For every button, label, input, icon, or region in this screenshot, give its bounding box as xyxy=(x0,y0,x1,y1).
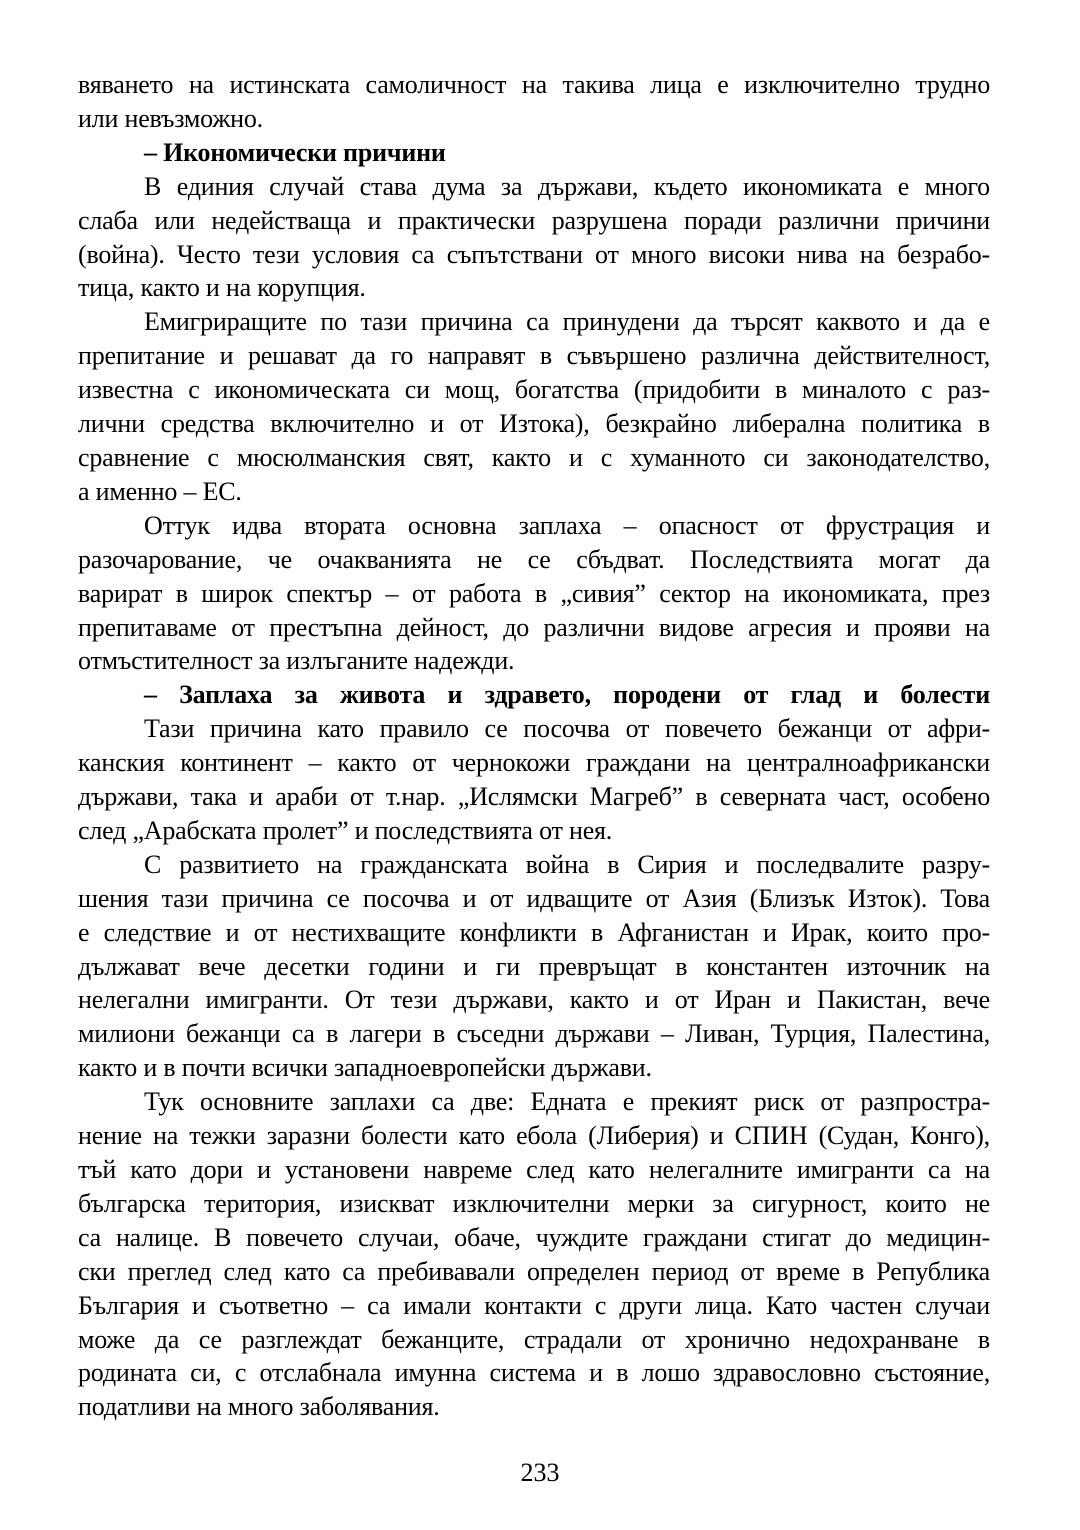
text-line: шения тази причина се посочва и от идващите от Азия (Близък Изток). Това xyxy=(78,883,990,913)
text-line: милиони бежанци са в лагери в съседни държави – Ливан, Турция, Палестина, xyxy=(78,1019,990,1049)
text-line: известна с икономическата си мощ, богатства (придобити в миналото с раз- xyxy=(78,375,990,405)
paragraph xyxy=(78,1085,990,1424)
paragraph xyxy=(78,712,990,848)
text-line: (война). Често тези условия са съпътствани от много високи нива на безрабо- xyxy=(78,239,990,269)
text-line: може да се разглеждат бежанците, страдали от хронично недохранване в xyxy=(78,1324,990,1354)
text-line: родината си, с отслабнала имунна система и в лошо здравословно състояние, xyxy=(78,1358,990,1388)
text-line: нение на тежки заразни болести като ебола (Либерия) и СПИН (Судан, Конго), xyxy=(78,1121,990,1151)
paragraph xyxy=(78,305,990,508)
text-line: след „Арабската пролет” и последствията от нея. xyxy=(78,815,613,845)
text-line: лични средства включително и от Изтока), безкрайно либерална политика в xyxy=(78,409,990,439)
paragraph xyxy=(78,170,990,306)
text-line: Оттук идва втората основна заплаха – опасност от фрустрация и xyxy=(144,510,990,540)
text-line: отмъстителност за излъганите надежди. xyxy=(78,646,515,676)
text-line: податливи на много заболявания. xyxy=(78,1392,440,1422)
paragraph xyxy=(78,848,990,1085)
text-line: българска територия, изискват изключителни мерки за сигурност, които не xyxy=(78,1188,990,1218)
text-line: слаба или недействаща и практически разрушена поради различни причини xyxy=(78,205,990,235)
text-area xyxy=(78,68,990,1424)
text-line: ски преглед след като са пребивавали определен период от време в Република xyxy=(78,1256,990,1286)
page-number: 233 xyxy=(520,1458,560,1487)
text-line: вяването на истинската самоличност на такива лица е изключително трудно xyxy=(78,70,990,99)
text-line: канския континент – както от чернокожи граждани на централноафрикански xyxy=(78,748,990,778)
text-line: дължават вече десетки години и ги превръщат в константен източник на xyxy=(78,951,990,981)
text-line: – Икономически причини xyxy=(144,137,446,167)
text-line: тица, както и на корупция. xyxy=(78,273,366,303)
text-line: – Заплаха за живота и здравето, породени от глад и болести xyxy=(144,680,990,710)
section-heading xyxy=(78,678,990,712)
text-line: сравнение с мюсюлманския свят, както и с хуманното си законодателство, xyxy=(78,442,990,472)
text-line: Тук основните заплахи са две: Едната е прекият риск от разпростра- xyxy=(144,1087,990,1117)
text-line: държави, така и араби от т.нар. „Ислямски Магреб” в северната част, особено xyxy=(78,782,990,812)
text-line: или невъзможно. xyxy=(78,103,263,133)
text-line: а именно – ЕС. xyxy=(78,476,242,506)
text-line: разочарование, че очакванията не се сбъдват. Последствията могат да xyxy=(78,544,990,574)
text-line: Тази причина като правило се посочва от повечето бежанци от афри- xyxy=(144,714,990,744)
text-line: препитаваме от престъпна дейност, до различни видове агресия и прояви на xyxy=(78,612,990,642)
text-line: България и съответно – са имали контакти с други лица. Като частен случаи xyxy=(78,1290,990,1320)
text-line: е следствие и от нестихващите конфликти в Афганистан и Ирак, които про- xyxy=(78,917,990,947)
paragraph xyxy=(78,68,990,136)
section-heading xyxy=(78,136,990,170)
text-line: В единия случай става дума за държави, където икономиката е много xyxy=(144,171,990,201)
text-line: са налице. В повечето случаи, обаче, чуждите граждани стигат до медицин- xyxy=(78,1222,990,1252)
text-line: С развитието на гражданската война в Сирия и последвалите разру- xyxy=(144,849,990,879)
paragraph xyxy=(78,509,990,679)
text-line: препитание и решават да го направят в съвършено различна действителност, xyxy=(78,341,990,371)
text-line: нелегални имигранти. От тези държави, както и от Иран и Пакистан, вече xyxy=(78,985,990,1015)
text-line: както и в почти всички западноевропейски държави. xyxy=(78,1053,652,1083)
text-line: варират в широк спектър – от работа в „сивия” сектор на икономиката, през xyxy=(78,578,990,608)
text-line: тъй като дори и установени навреме след като нелегалните имигранти са на xyxy=(78,1155,990,1184)
text-line: Емигриращите по тази причина са принудени да търсят каквото и да е xyxy=(144,307,990,337)
